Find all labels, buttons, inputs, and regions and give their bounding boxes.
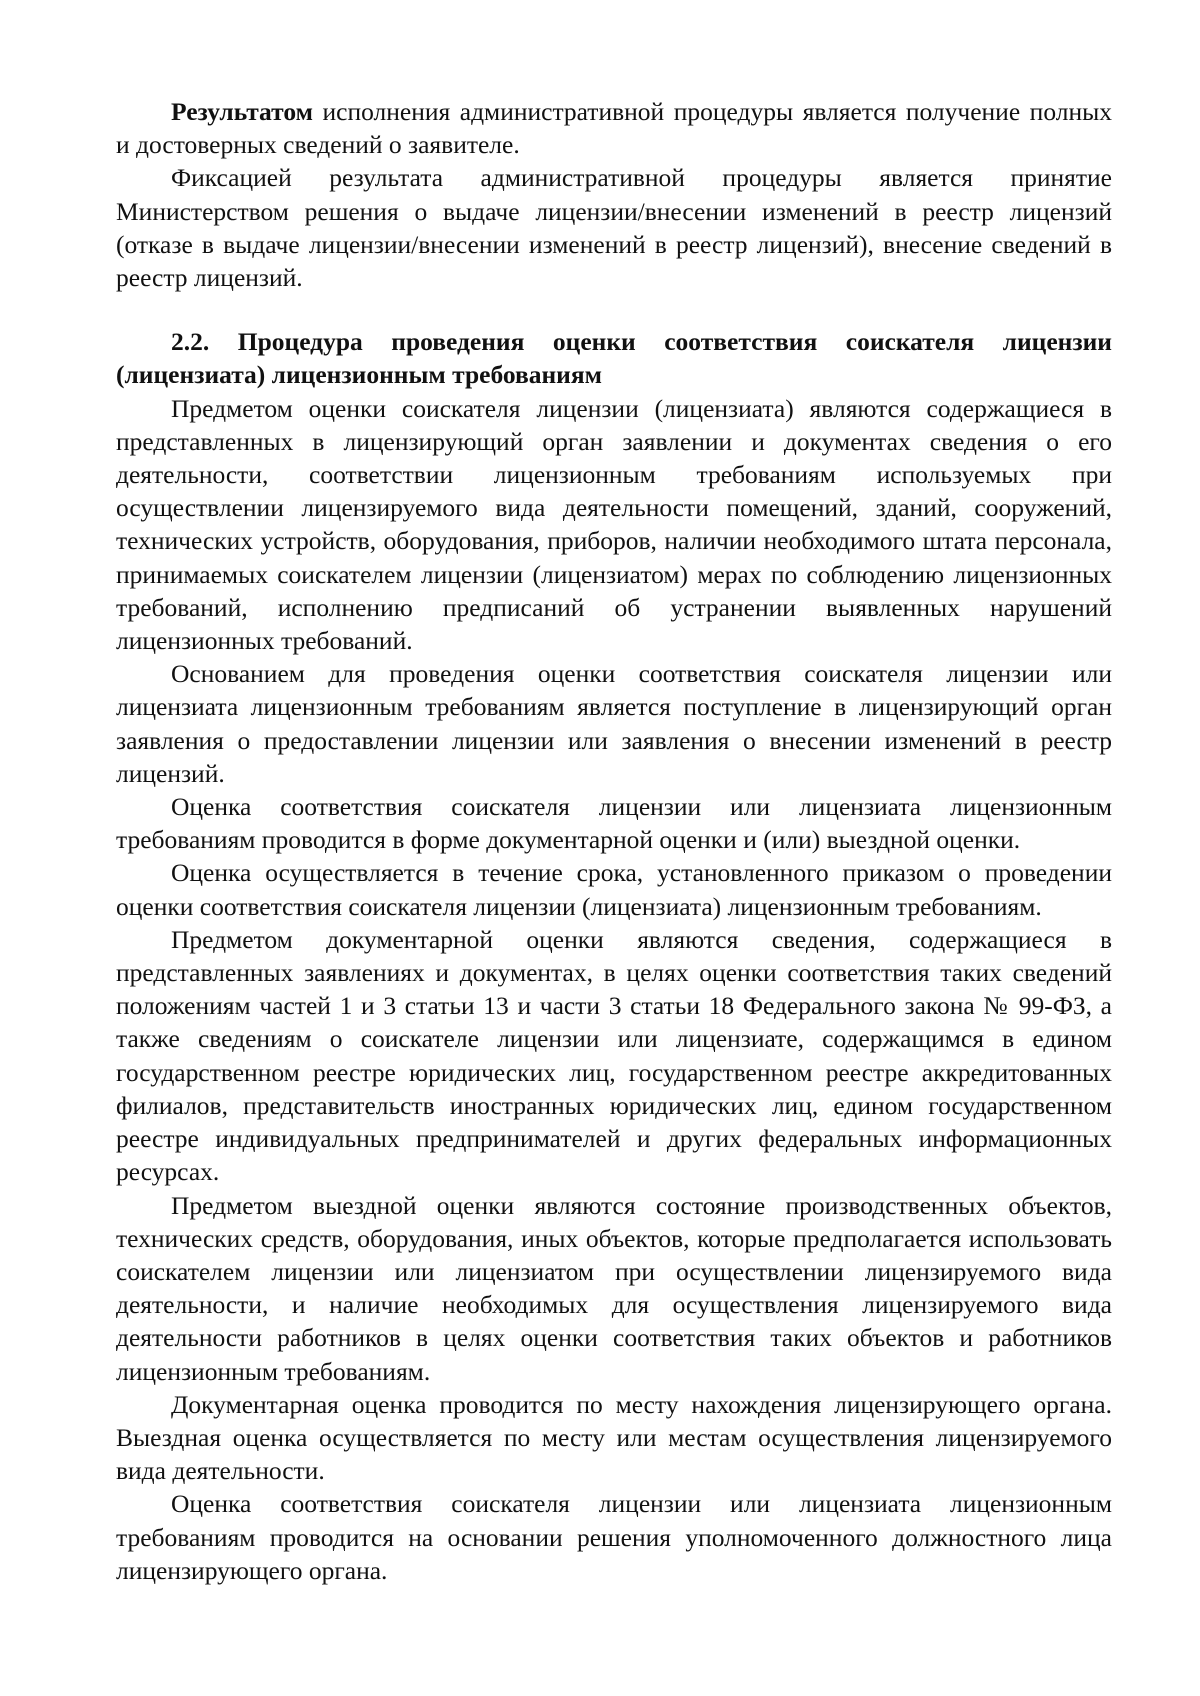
section-paragraph-4: Оценка осуществляется в течение срока, установленного приказом о проведении оценки соответствия соискателя лицензии (лицензиата) лицензионным требованиям. <box>116 858 1112 921</box>
intro-paragraph-1-text: исполнения административной процедуры является получение полных и достоверных сведений о заявителе. <box>116 97 1112 160</box>
section-paragraph-5: Предметом документарной оценки являются сведения, содержащиеся в представленных заявлениях и документах, в целях оценки соответствия таких сведений положениям частей 1 и 3 статьи 13 и части 3 статьи 18 Федерального закона № 99-ФЗ, а также сведениям о соискателе лицензии или лицензиате, содержащимся в едином государственном реестре юридических лиц, государственном реестре аккредитованных филиалов, представительств иностранных юридических лиц, едином государственном реестре индивидуальных предпринимателей и других федеральных информационных ресурсах. <box>116 924 1112 1187</box>
intro-paragraph-1 <box>116 95 1112 161</box>
section-paragraph-6: Предметом выездной оценки являются состояние производственных объектов, технических средств, оборудования, иных объектов, которые предполагается использовать соискателем лицензии или лицензиатом при осуществлении лицензируемого вида деятельности, и наличие необходимых для осуществления лицензируемого вида деятельности работников в целях оценки соответствия таких объектов и работников лицензионным требованиям. <box>116 1190 1112 1386</box>
section-paragraph-3: Оценка соответствия соискателя лицензии или лицензиата лицензионным требованиям проводится в форме документарной оценки и (или) выездной оценки. <box>116 792 1112 855</box>
intro-paragraph-1-bold: Результатом <box>171 97 313 126</box>
section-gap <box>116 294 1112 325</box>
section-paragraph-1: Предметом оценки соискателя лицензии (лицензиата) являются содержащиеся в представленных в лицензирующий орган заявлении и документах сведения о его деятельности, соответствии лицензионным требованиям используемых при осуществлении лицензируемого вида деятельности помещений, зданий, сооружений, технических устройств, оборудования, приборов, наличии необходимого штата персонала, принимаемых соискателем лицензии (лицензиатом) мерах по соблюдению лицензионных требований, исполнению предписаний об устранении выявленных нарушений лицензионных требований. <box>116 393 1112 656</box>
section-paragraph-2: Основанием для проведения оценки соответствия соискателя лицензии или лицензиата лицензионным требованиям является поступление в лицензирующий орган заявления о предоставлении лицензии или заявления о внесении изменений в реестр лицензий. <box>116 659 1112 788</box>
intro-paragraph-2: Фиксацией результата административной процедуры является принятие Министерством решения о выдаче лицензии/внесении изменений в реестр лицензий (отказе в выдаче лицензии/внесении изменений в реестр лицензий), внесение сведений в реестр лицензий. <box>116 163 1112 293</box>
section-heading: 2.2. Процедура проведения оценки соответствия соискателя лицензии (лицензиата) лицензионным требованиям <box>116 327 1112 390</box>
section-paragraph-8: Оценка соответствия соискателя лицензии или лицензиата лицензионным требованиям проводится на основании решения уполномоченного должностного лица лицензирующего органа. <box>116 1489 1112 1585</box>
section-paragraph-7: Документарная оценка проводится по месту нахождения лицензирующего органа. Выездная оценка осуществляется по месту или местам осуществления лицензируемого вида деятельности. <box>116 1389 1112 1486</box>
